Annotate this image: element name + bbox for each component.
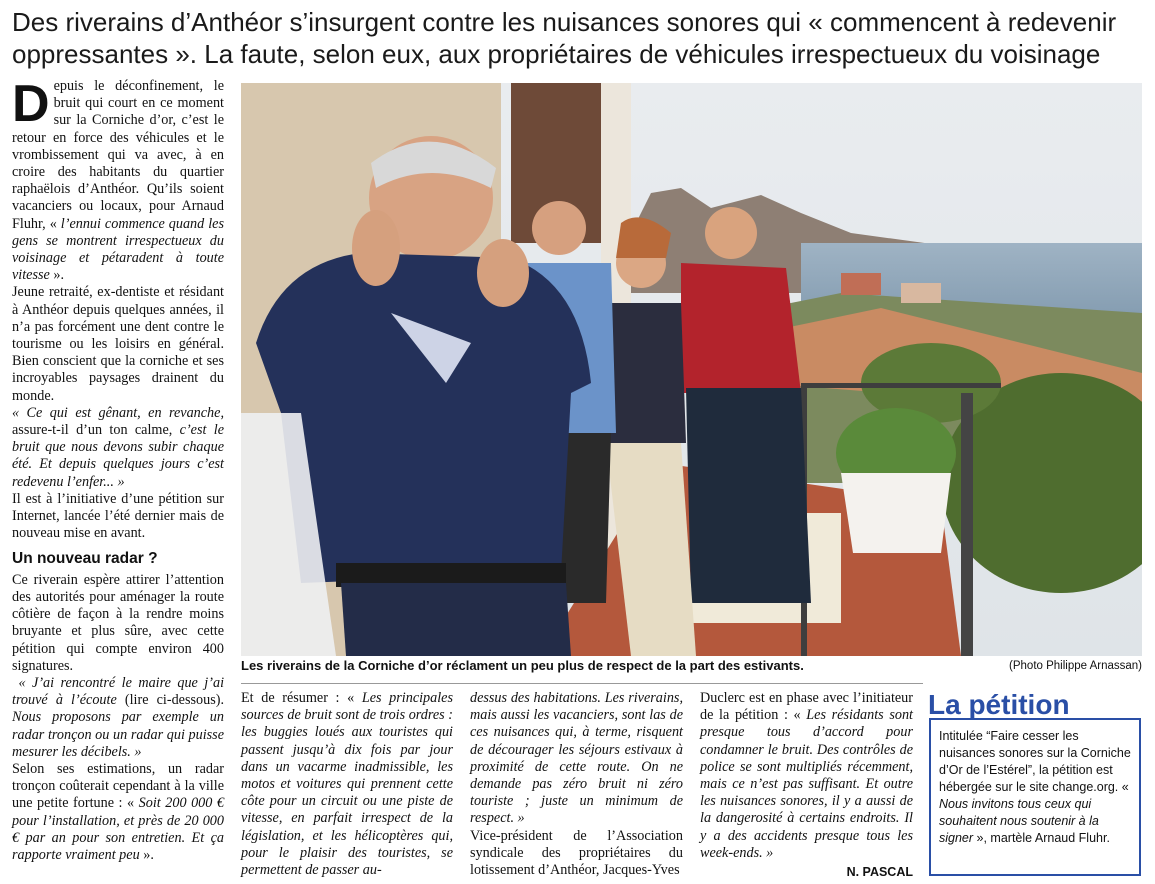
summary-quote-cont: dessus des habitations. Les riverains, mais aussi les vacanciers, sont las de ces nuisances qui, à terme, risquent de décourager les séjours estivaux à proximité de cette route. On ne demande pas zéro bruit ni zéro touriste ; juste un minimum de respect. » xyxy=(470,690,683,827)
paragraph-cost xyxy=(12,761,224,864)
mayor-quote-1: « J’ai rencontré le maire que j’ai trouvé à l’écoute xyxy=(12,674,225,709)
photo-caption xyxy=(241,657,1142,677)
duclerc-intro: Duclerc est en phase avec l’initiateur de la pétition : « xyxy=(700,690,913,724)
summary-intro: Et de résumer : « xyxy=(241,690,355,706)
article-photo xyxy=(241,83,1142,656)
quote-attribution: assure-t-il d’un ton calme, xyxy=(12,422,180,439)
article-column-4 xyxy=(700,690,913,881)
paragraph-intro xyxy=(12,75,224,284)
petition-quote: Nous invitons tous ceux qui souhaitent nous soutenir à la signer xyxy=(939,797,1099,845)
drop-cap: D xyxy=(12,75,50,133)
petition-attribution: », martèle Arnaud Fluhr. xyxy=(973,831,1110,845)
mayor-aside: (lire ci-dessous). xyxy=(116,692,224,709)
paragraph-summary-cont xyxy=(470,690,683,828)
separator-rule xyxy=(241,683,923,684)
photo-illustration xyxy=(241,83,1142,656)
paragraph-duclerc xyxy=(700,690,913,862)
petition-text: Intitulée “Faire cesser les nuisances sonores sur la Corniche d’Or de l’Estérel”, la pétition est hébergée sur le site change.org. « xyxy=(939,729,1131,794)
cost-quote-close: ». xyxy=(139,846,154,863)
intro-quote: l’ennui commence quand les gens se montrent irrespectueux du voisinage et pétaradent à toute vitesse xyxy=(12,215,224,284)
summary-quote: Les principales sources de bruit sont de trois ordres : les buggies loués aux touristes qui passent jusqu’à dix fois par jour dans un vacarme inadmissible, les motos et voitures qui prennent cette côte pour un circuit ou une piste de vitesse, en parfait irrespect de la législation, et les hélicoptères qui, pour le plaisir des touristes, se permettent de passer au- xyxy=(241,690,454,879)
article-column-2 xyxy=(241,690,453,879)
paragraph-petition: Il est à l’initiative d’une pétition sur Internet, lancée l’été dernier mais de nouveau mise en avant. xyxy=(12,490,224,542)
quote-part-1: « Ce qui est gênant, en revanche, xyxy=(12,404,224,421)
cost-quote: Soit 200 000 € pour l’installation, et près de 20 000 € par an pour son entretien. Et ça rapporte vraiment peu xyxy=(12,795,224,863)
caption-text: Les riverains de la Corniche d’or réclament un peu plus de respect de la part des estivants. xyxy=(241,658,804,673)
quote-part-2: c’est le bruit que nous devons subir chaque été. Et depuis quelques jours c’est redevenu l’enfer... » xyxy=(12,422,224,490)
article-column-1 xyxy=(12,75,225,864)
petition-title: La pétition xyxy=(928,689,1070,720)
headline: Des riverains d’Anthéor s’insurgent contre les nuisances sonores qui « commencent à redevenir oppressantes ». La faute, selon eux, aux propriétaires de véhicules irrespectueux du voisinage xyxy=(12,7,1117,69)
intro-quote-close: ». xyxy=(49,267,65,284)
subheading: Un nouveau radar ? xyxy=(12,550,158,568)
duclerc-quote: Les résidants sont presque tous d’accord pour condamner le bruit. Des contrôles de police se sont multipliés récemment, mais ce n’est pas suffisant. Et outre les nuisances sonores, il y a aussi de la dangerosité à certains endroits. Il y a des accidents presque tous les week-ends. » xyxy=(700,707,913,861)
mayor-quote-2: Nous proposons par exemple un radar tronçon ou un radar qui puisse mesurer les décibels. » xyxy=(12,709,224,760)
paragraph-mayor xyxy=(12,675,224,761)
cost-text: Selon ses estimations, un radar tronçon coûterait cependant à la ville une petite fortune : « xyxy=(12,760,224,812)
intro-text: epuis le déconfinement, le bruit qui court en ce moment sur la Corniche d’or, c’est le retour en force des véhicules et le vrombissement qui va avec, à en croire des habitants du quartier raphaëlois d’Anthéor. Qu’ils soient vacanciers ou locaux, pour Arnaud Fluhr, « xyxy=(12,78,224,232)
author-signature: N. PASCAL xyxy=(846,865,913,880)
paragraph-vice-president: Vice-président de l’Association syndicale des propriétaires du lotissement d’Anthéor, Jacques-Yves xyxy=(470,827,683,879)
paragraph-summary xyxy=(241,690,453,879)
paragraph-retiree: Jeune retraité, ex-dentiste et résidant à Anthéor depuis quelques années, il n’a pas forcément une dent contre le tourisme ou les loisirs en général. Bien conscient que la corniche et ses incroyables paysages drainent du monde. xyxy=(12,284,224,404)
paragraph-radar: Ce riverain espère attirer l’attention des autorités pour aménager la route côtière de façon à la rendre moins bruyante et plus sûre, avec cette pétition qui compte environ 400 signatures. xyxy=(12,571,224,674)
paragraph-quote xyxy=(12,405,224,491)
petition-box xyxy=(929,718,1141,876)
article-column-3 xyxy=(470,690,683,879)
photo-credit: (Photo Philippe Arnassan) xyxy=(1009,660,1142,672)
